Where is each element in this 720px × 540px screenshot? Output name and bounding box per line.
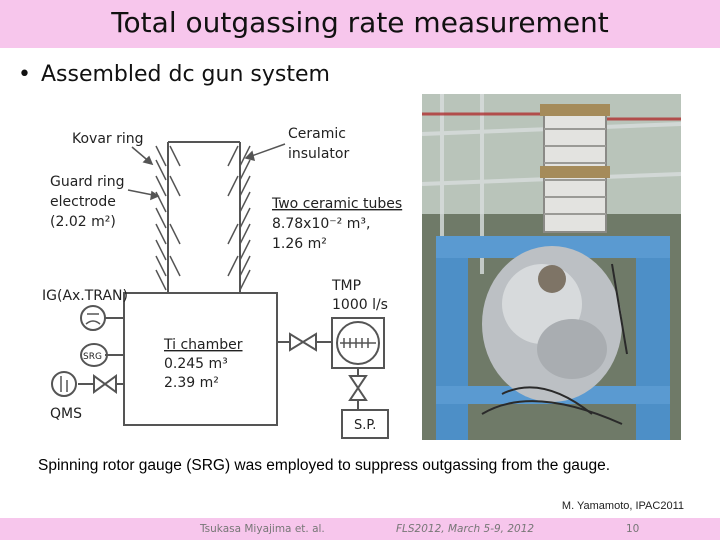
guard-ring-label-3: (2.02 m²): [50, 214, 116, 230]
tubes-label-2: 8.78x10⁻² m³,: [272, 216, 371, 232]
footer-bar: [0, 518, 720, 540]
ti-chamber-label-2: 0.245 m³: [164, 356, 228, 372]
srg-label: SRG: [83, 352, 102, 362]
guard-ring-label-1: Guard ring: [50, 174, 125, 190]
valve-sp: [350, 376, 366, 400]
qms-label: QMS: [50, 406, 82, 422]
ig-label: IG(Ax.TRAN): [42, 288, 128, 304]
kovar-ring-label: Kovar ring: [72, 131, 144, 147]
tubes-label-1: Two ceramic tubes: [272, 196, 403, 212]
qms-gauge: [52, 372, 76, 396]
tubes-label-3: 1.26 m²: [272, 236, 327, 252]
ti-chamber-label-1: Ti chamber: [164, 337, 243, 353]
ceramic-label-1: Ceramic: [288, 126, 346, 142]
footer-conference: FLS2012, March 5-9, 2012: [396, 523, 535, 535]
caption: Spinning rotor gauge (SRG) was employed to suppress outgassing from the gauge.: [38, 457, 611, 474]
bullet-dot: •: [18, 62, 31, 87]
tmp-label-1: TMP: [332, 278, 362, 294]
footer-page-number: 10: [626, 523, 640, 535]
ceramic-label-2: insulator: [288, 146, 350, 162]
ti-chamber-label-3: 2.39 m²: [164, 375, 219, 391]
sp-label: S.P.: [354, 418, 377, 433]
slide-title: Total outgassing rate measurement: [111, 6, 609, 39]
guard-ring-label-2: electrode: [50, 194, 116, 210]
ig-gauge: [81, 306, 105, 330]
tmp-label-2: 1000 l/s: [332, 297, 388, 313]
credit: M. Yamamoto, IPAC2011: [561, 500, 684, 512]
valve-tmp: [290, 334, 316, 350]
footer-author: Tsukasa Miyajima et. al.: [200, 523, 325, 535]
gun-system-diagram: [0, 0, 420, 450]
bullet-text: Assembled dc gun system: [40, 62, 330, 87]
gun-system-photo: [422, 94, 681, 440]
valve-qms: [94, 376, 116, 392]
